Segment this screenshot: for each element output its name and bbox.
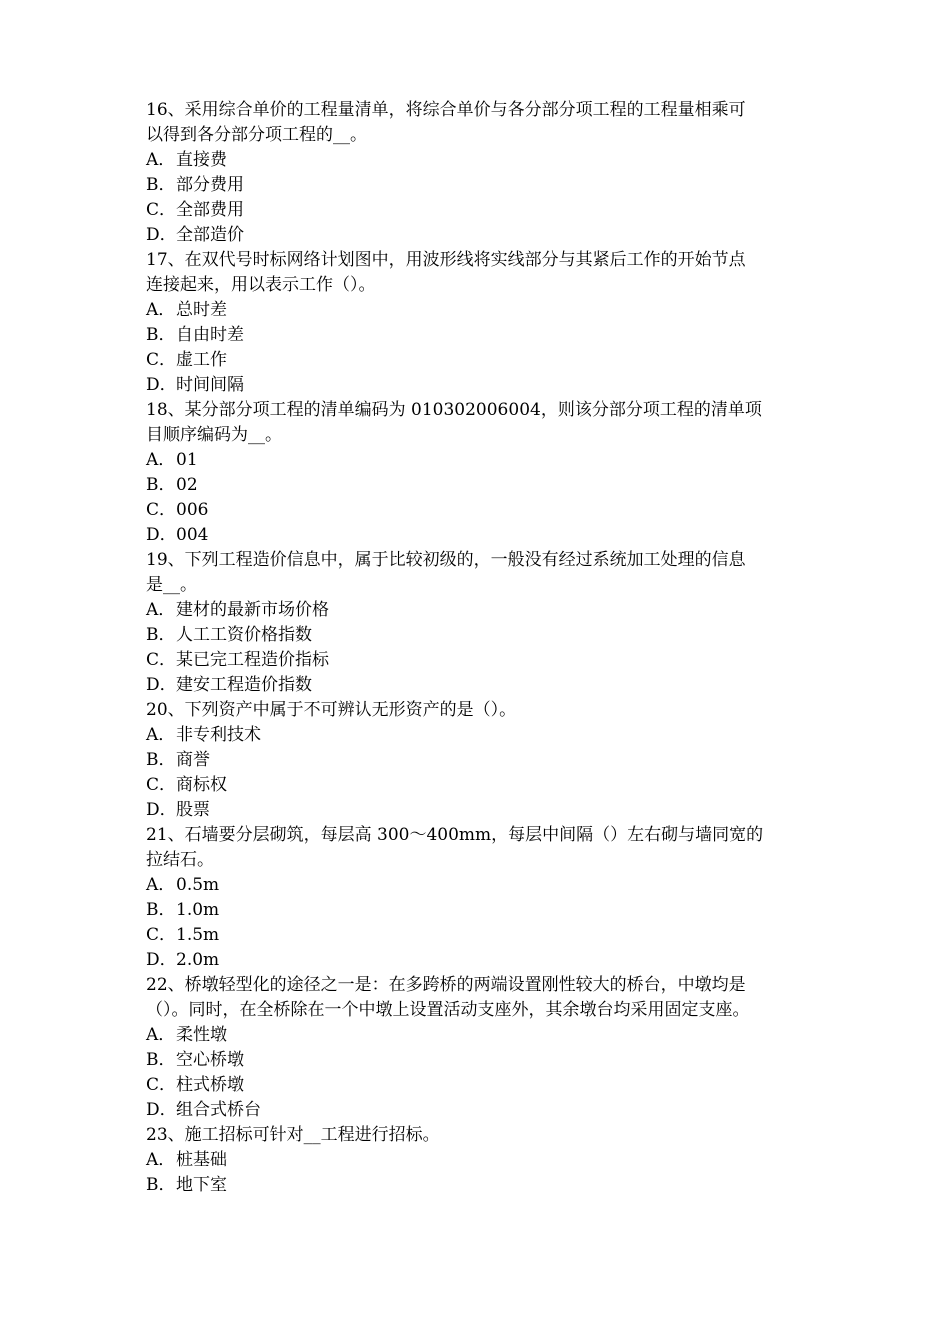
option-text: 建安工程造价指数 (176, 675, 312, 695)
option-letter: A． (146, 450, 176, 470)
option-letter: C． (146, 775, 177, 795)
option-letter: A． (146, 1025, 176, 1045)
option-letter: D． (146, 800, 177, 820)
question-text: （）。同时，在全桥除在一个中墩上设置活动支座外，其余墩台均采用固定支座。 (146, 1000, 750, 1020)
option-letter: A． (146, 1150, 176, 1170)
option-item (146, 198, 810, 223)
option-text: 直接费 (176, 150, 227, 170)
option-text: 虚工作 (176, 350, 227, 370)
option-text: 01 (176, 450, 198, 470)
option-letter: D． (146, 950, 177, 970)
option-item (146, 1173, 810, 1198)
option-text: 总时差 (176, 300, 227, 320)
option-letter: B． (146, 175, 176, 195)
option-text: 自由时差 (176, 325, 244, 345)
option-item (146, 1023, 810, 1048)
question-block (146, 98, 810, 248)
option-text: 商誉 (176, 750, 210, 770)
option-item (146, 948, 810, 973)
option-item (146, 898, 810, 923)
option-text: 柱式桥墩 (176, 1075, 244, 1095)
option-text: 股票 (176, 800, 210, 820)
option-text: 柔性墩 (176, 1025, 227, 1045)
option-item (146, 1148, 810, 1173)
question-block (146, 1123, 810, 1198)
option-item (146, 223, 810, 248)
option-letter: C． (146, 200, 177, 220)
option-text: 非专利技术 (176, 725, 261, 745)
option-item (146, 348, 810, 373)
option-item (146, 1048, 810, 1073)
option-item (146, 673, 810, 698)
option-text: 004 (176, 525, 209, 545)
option-text: 全部费用 (176, 200, 244, 220)
option-item (146, 173, 810, 198)
option-letter: A． (146, 150, 176, 170)
option-text: 商标权 (176, 775, 227, 795)
option-letter: D． (146, 375, 177, 395)
option-item (146, 923, 810, 948)
option-item (146, 798, 810, 823)
option-text: 空心桥墩 (176, 1050, 244, 1070)
question-text: 22、桥墩轻型化的途径之一是：在多跨桥的两端设置刚性较大的桥台，中墩均是 (146, 975, 746, 995)
question-text: 19、下列工程造价信息中，属于比较初级的，一般没有经过系统加工处理的信息 (146, 550, 746, 570)
question-text: 16、采用综合单价的工程量清单，将综合单价与各分部分项工程的工程量相乘可 (146, 100, 746, 120)
option-letter: D． (146, 1100, 177, 1120)
option-letter: D． (146, 225, 177, 245)
option-item (146, 723, 810, 748)
option-item (146, 373, 810, 398)
option-letter: D． (146, 675, 177, 695)
option-text: 地下室 (176, 1175, 227, 1195)
option-text: 0.5m (176, 875, 220, 895)
option-letter: B． (146, 900, 176, 920)
option-text: 某已完工程造价指标 (176, 650, 329, 670)
question-text: 23、施工招标可针对__工程进行招标。 (146, 1125, 440, 1145)
question-text: 目顺序编码为__。 (146, 425, 282, 445)
option-item (146, 298, 810, 323)
option-letter: B． (146, 325, 176, 345)
option-item (146, 523, 810, 548)
option-letter: B． (146, 625, 176, 645)
option-letter: A． (146, 300, 176, 320)
question-text: 以得到各分部分项工程的__。 (146, 125, 367, 145)
option-letter: C． (146, 925, 177, 945)
option-letter: B． (146, 1175, 176, 1195)
option-item (146, 448, 810, 473)
option-item (146, 648, 810, 673)
question-text: 17、在双代号时标网络计划图中，用波形线将实线部分与其紧后工作的开始节点 (146, 250, 746, 270)
option-item (146, 473, 810, 498)
question-block (146, 248, 810, 398)
option-text: 建材的最新市场价格 (176, 600, 329, 620)
option-text: 桩基础 (176, 1150, 227, 1170)
question-text: 连接起来，用以表示工作（）。 (146, 275, 376, 295)
question-text: 20、下列资产中属于不可辨认无形资产的是（）。 (146, 700, 517, 720)
option-letter: C． (146, 1075, 177, 1095)
option-item (146, 748, 810, 773)
option-text: 006 (176, 500, 209, 520)
option-item (146, 598, 810, 623)
option-letter: A． (146, 725, 176, 745)
question-text: 是__。 (146, 575, 197, 595)
question-text: 拉结石。 (146, 850, 214, 870)
option-text: 全部造价 (176, 225, 244, 245)
option-text: 时间间隔 (176, 375, 244, 395)
option-letter: C． (146, 350, 177, 370)
question-text: 18、某分部分项工程的清单编码为 010302006004，则该分部分项工程的清单项 (146, 400, 762, 420)
question-list (146, 98, 810, 1198)
option-letter: B． (146, 475, 176, 495)
option-text: 2.0m (176, 950, 220, 970)
option-letter: C． (146, 650, 177, 670)
option-text: 部分费用 (176, 175, 244, 195)
option-item (146, 873, 810, 898)
question-text: 21、石墙要分层砌筑，每层高 300～400mm，每层中间隔（）左右砌与墙同宽的 (146, 825, 764, 845)
option-text: 02 (176, 475, 198, 495)
option-letter: A． (146, 600, 176, 620)
option-letter: C． (146, 500, 177, 520)
option-item (146, 148, 810, 173)
option-item (146, 1073, 810, 1098)
option-item (146, 323, 810, 348)
option-text: 1.0m (176, 900, 220, 920)
option-text: 1.5m (176, 925, 220, 945)
option-letter: B． (146, 750, 176, 770)
option-letter: A． (146, 875, 176, 895)
option-item (146, 1098, 810, 1123)
option-text: 组合式桥台 (176, 1100, 261, 1120)
option-text: 人工工资价格指数 (176, 625, 312, 645)
option-item (146, 623, 810, 648)
option-letter: B． (146, 1050, 176, 1070)
question-block (146, 398, 810, 548)
question-block (146, 973, 810, 1123)
question-block (146, 698, 810, 823)
option-letter: D． (146, 525, 177, 545)
question-block (146, 548, 810, 698)
option-item (146, 498, 810, 523)
option-item (146, 773, 810, 798)
question-block (146, 823, 810, 973)
